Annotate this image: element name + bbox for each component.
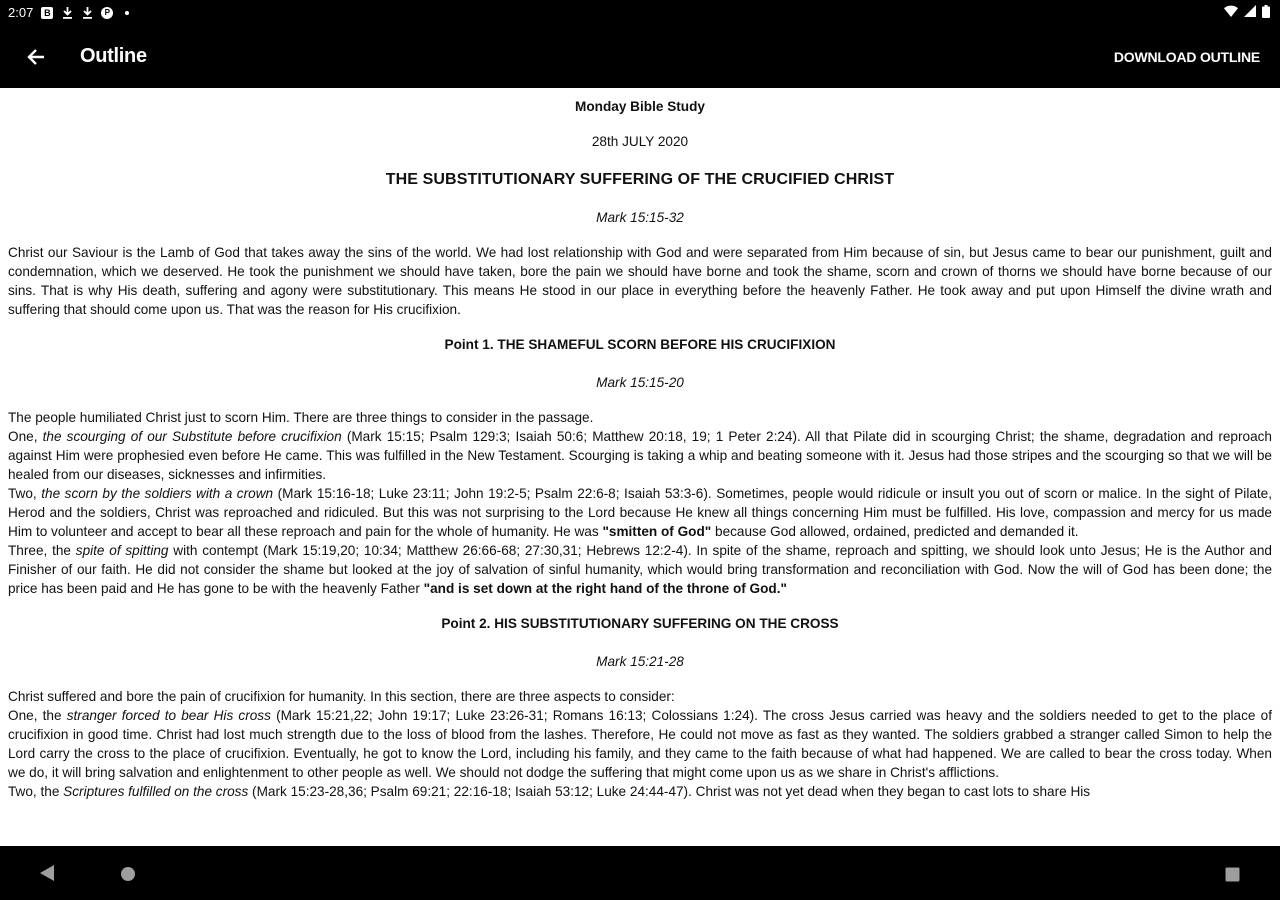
battery-icon: [1262, 5, 1270, 21]
point-2-body: [8, 687, 1272, 801]
point-2-heading: Point 2. HIS SUBSTITUTIONARY SUFFERING ON THE CROSS: [441, 616, 839, 631]
intro-paragraph: Christ our Saviour is the Lamb of God that takes away the sins of the world. We had lost relationship with God and were separated from Him because of sin, but Jesus came to bear our punishment, guilt and condemnation, which we deserved. He took the punishment we should have taken, bore the pain we should have borne and took the shame, scorn and crown of thorns we should have borne because of our sins. That is why His death, suffering and agony were substitutionary. This means He stood in our place in everything before the heavenly Father. He took away and put upon Himself the divine wrath and suffering that should come upon us. That was the reason for His crucifixion.: [8, 245, 1272, 317]
nav-recents-square-icon: [1225, 867, 1240, 882]
status-left: [8, 5, 133, 20]
text-run: with contempt (Mark 15:19,20; 10:34; Matthew 26:66-68; 27:30,31; Hebrews 12:2-4). In spite of the shame, reproach and spitting, we should look unto Jesus; He is the Author and Finisher of our faith. He did not consider the shame but looked at the joy of salvation of sinful humanity, which would bring transformation and reconciliation with God. Now the will of God has been done; the price has been paid and He has gone to be with the heavenly Father: [8, 543, 1272, 596]
emphasis: the scorn by the soldiers with a crown: [41, 486, 274, 501]
text-run: One,: [8, 429, 43, 444]
point-2-item-one: [8, 706, 1272, 782]
study-date: 28th JULY 2020: [591, 134, 689, 149]
point-2-lead: Christ suffered and bore the pain of crucifixion for humanity. In this section, there are three aspects to consider:: [8, 689, 675, 704]
study-title: Monday Bible Study: [575, 99, 705, 114]
text-run: (Mark 15:16-18; Luke 23:11; John 19:2-5; Psalm 22:6-8; Isaiah 53:3-6). Sometimes, people would ridicule or insult you out of scorn or malice. In the sight of Pilate, Herod and the soldiers, Christ was reproached and ridiculed. But this was not surprising to the Lord because He knew all things concerning Him must be fulfilled. His love, compassion and mercy for us made Him to volunteer and accept to bear all these reproach and pain for the whole of humanity. He was: [8, 486, 1273, 539]
text-run: Two, the: [8, 784, 64, 799]
cellular-signal-icon: [1244, 5, 1256, 20]
text-run: (Mark 15:15; Psalm 129:3; Isaiah 50:6; Matthew 20:18, 19; 1 Peter 2:24). All that Pilate did in scourging Christ; the shame, degradation and reproach against Him were prophesied even before He came. This was fulfilled in the New Testament. Scourging is taking a whip and beating someone with it. Jesus had those stripes and the scourging so that we will be healed from our diseases, sicknesses and infirmities.: [8, 429, 1272, 482]
bold-quote: "smitten of God": [602, 524, 712, 539]
download-icon-2: [81, 7, 93, 19]
point-1-item-two: [8, 484, 1272, 541]
back-button[interactable]: [16, 37, 56, 77]
text-run: (Mark 15:21,22; John 19:17; Luke 23:26-31; Romans 16:13; Colossians 1:24). The cross Jesus carried was heavy and the soldiers needed to get to the place of crucifixion in good time. Christ had lost much strength due to the loss of blood from the lashes. Therefore, He could not move as fast as they wanted. The soldiers grabbed a stranger called Simon to help the Lord carry the cross to the place of crucifixion. Eventually, he got to know the Lord, including his family, and they came to the faith because of what had happened. We are called to bear the cross today. When we do, it will bring salvation and enlightenment to other people as well. We should not dodge the suffering that might come upon us as we share in Christ's afflictions.: [8, 708, 1272, 780]
point-1-scripture: Mark 15:15-20: [596, 375, 684, 390]
more-notifications-dot-icon: [121, 7, 133, 19]
nav-back-triangle-icon: [39, 864, 55, 882]
point-1-heading: Point 1. THE SHAMEFUL SCORN BEFORE HIS CRUCIFIXION: [444, 337, 836, 352]
point-1-body: [8, 408, 1272, 598]
wifi-icon: [1224, 5, 1238, 20]
notification-app-icon: B: [41, 7, 53, 19]
nav-home-circle-icon: [120, 866, 136, 882]
text-run: because God allowed, ordained, predicted and demanded it.: [711, 524, 1079, 539]
emphasis: spite of spitting: [75, 543, 169, 558]
status-right: [1224, 5, 1270, 21]
emphasis: stranger forced to bear His cross: [66, 708, 271, 723]
download-outline-button[interactable]: DOWNLOAD OUTLINE: [1113, 48, 1260, 65]
bold-quote: "and is set down at the right hand of the throne of God.": [423, 581, 787, 596]
main-scripture-reference: Mark 15:15-32: [596, 210, 684, 225]
outline-content[interactable]: [0, 88, 1280, 846]
text-run: Two,: [8, 486, 42, 501]
status-time: 2:07: [8, 5, 34, 20]
text-run: Three, the: [8, 543, 76, 558]
point-1-item-three: [8, 541, 1272, 598]
point-2-scripture: Mark 15:21-28: [596, 654, 684, 669]
point-1-item-one: [8, 427, 1272, 484]
nav-home-button[interactable]: [116, 862, 140, 886]
emphasis: Scriptures fulfilled on the cross: [63, 784, 249, 799]
emphasis: the scourging of our Substitute before crucifixion: [42, 429, 342, 444]
point-2-item-two: [8, 782, 1272, 801]
nav-back-button[interactable]: [36, 862, 58, 884]
notification-circle-icon: P: [101, 7, 113, 19]
point-1-lead: The people humiliated Christ just to scorn Him. There are three things to consider in the passage.: [8, 410, 594, 425]
download-icon: [61, 7, 73, 19]
app-bar: [0, 25, 1280, 88]
text-run: (Mark 15:23-28,36; Psalm 69:21; 22:16-18; Isaiah 53:12; Luke 24:44-47). Christ was not yet dead when they began to cast lots to share His: [248, 784, 1091, 799]
study-main-title: THE SUBSTITUTIONARY SUFFERING OF THE CRUCIFIED CHRIST: [385, 171, 895, 188]
status-bar: [0, 0, 1280, 25]
nav-recents-button[interactable]: [1220, 862, 1244, 886]
arrow-back-icon: [27, 48, 45, 66]
page-title: Outline: [80, 45, 147, 67]
text-run: One, the: [8, 708, 67, 723]
navigation-bar: [0, 846, 1280, 900]
